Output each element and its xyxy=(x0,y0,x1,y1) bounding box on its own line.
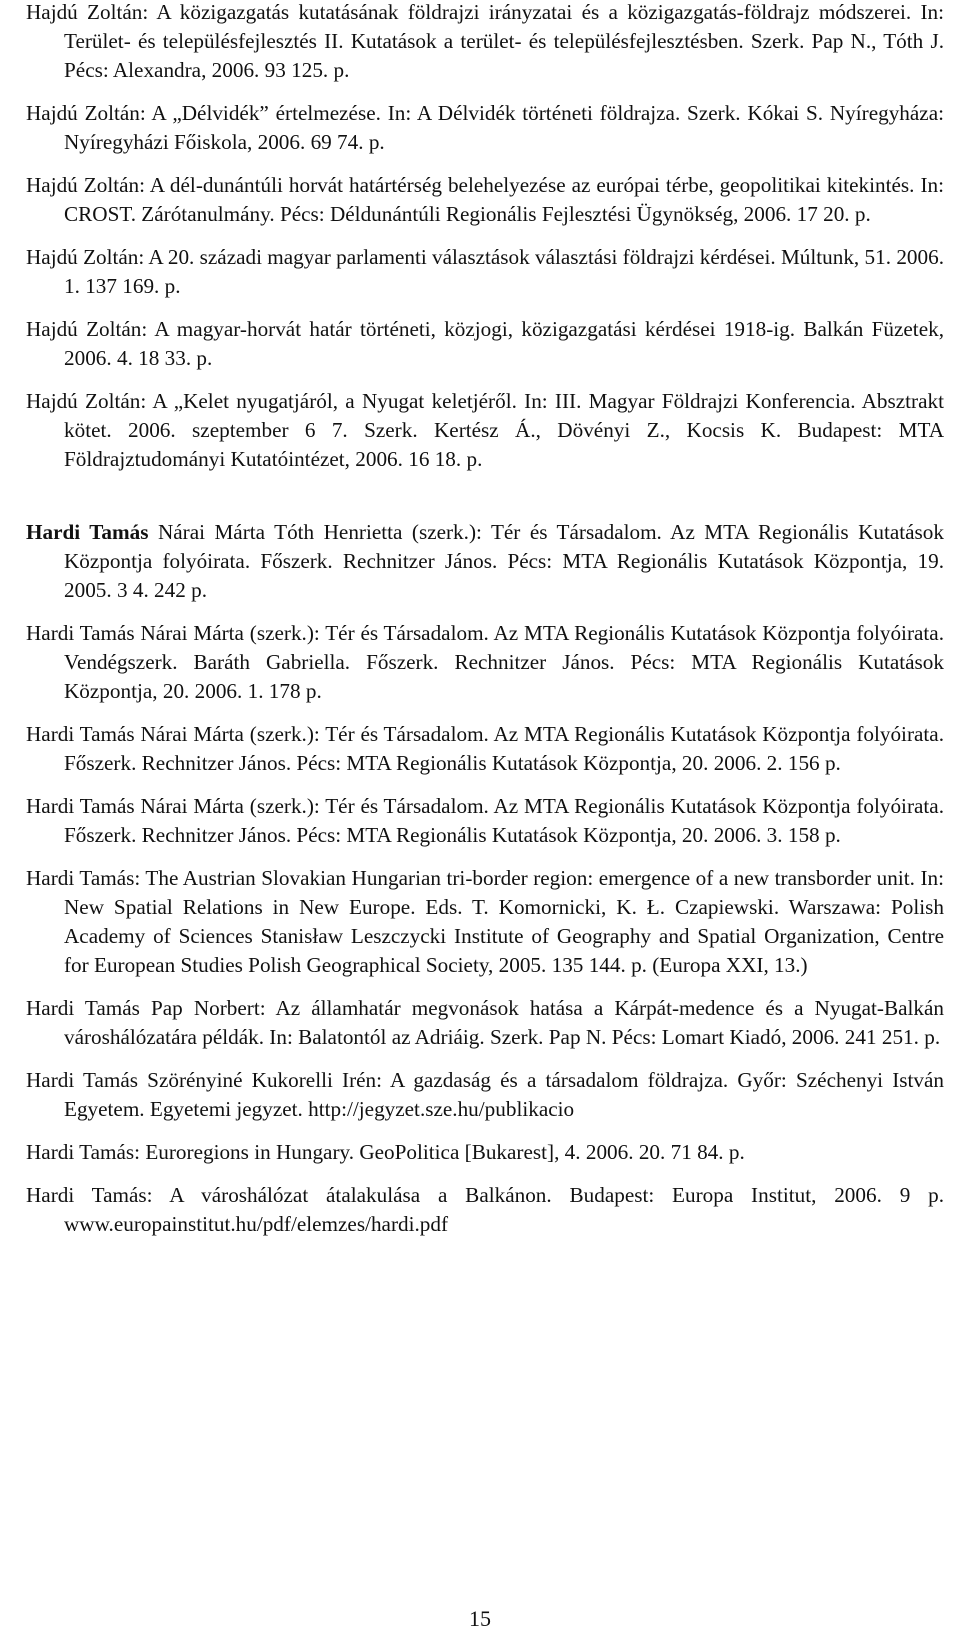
bibliography-entry: Hajdú Zoltán: A közigazgatás kutatásának földrajzi irányzatai és a közigazgatás-földrajz módszerei. In: Terület- és településfejlesztés II. Kutatások a terület- és településfejlesztésben. Szerk. Pap N., Tóth J. Pécs: Alexandra, 2006. 93 125. p. xyxy=(26,0,944,82)
bibliography-entry: Hardi Tamás: Euroregions in Hungary. GeoPolitica [Bukarest], 4. 2006. 20. 71 84. p. xyxy=(26,1140,745,1164)
author-name-bold: Hardi Tamás xyxy=(26,520,149,544)
bibliography-entry: Hajdú Zoltán: A dél-dunántúli horvát határtérség belehelyezése az európai térbe, geopolitikai kitekintés. In: CROST. Zárótanulmány. Pécs: Déldunántúli Regionális Fejlesztési Ügynökség, 2006. 17 20. p. xyxy=(26,173,944,226)
bibliography-entry: Hardi Tamás Nárai Márta (szerk.): Tér és Társadalom. Az MTA Regionális Kutatások Központja folyóirata. Főszerk. Rechnitzer János. Pécs: MTA Regionális Kutatások Központja, 20. 2006. 3. 158 p. xyxy=(26,794,944,847)
bibliography-entry: Hardi Tamás: A városhálózat átalakulása a Balkánon. Budapest: Europa Institut, 2006. 9 p. www.europainstitut.hu/pdf/elemzes/hardi.pdf xyxy=(26,1183,944,1236)
bibliography-entry: Hardi Tamás Nárai Márta (szerk.): Tér és Társadalom. Az MTA Regionális Kutatások Központja folyóirata. Vendégszerk. Baráth Gabriella. Főszerk. Rechnitzer János. Pécs: MTA Regionális Kutatások Központja, 20. 2006. 1. 178 p. xyxy=(26,621,944,703)
bibliography-entry: Hajdú Zoltán: A „Délvidék” értelmezése. In: A Délvidék történeti földrajza. Szerk. Kókai S. Nyíregyháza: Nyíregyházi Főiskola, 2006. 69 74. p. xyxy=(26,101,944,154)
bibliography-entry-hardi-first xyxy=(26,518,944,605)
bibliography-entry: Hajdú Zoltán: A 20. századi magyar parlamenti választások választási földrajzi kérdései. Múltunk, 51. 2006. 1. 137 169. p. xyxy=(26,245,944,298)
page-number: 15 xyxy=(469,1606,491,1631)
bibliography-entry: Hajdú Zoltán: A magyar-horvát határ történeti, közjogi, közigazgatási kérdései 1918-ig. Balkán Füzetek, 2006. 4. 18 33. p. xyxy=(26,317,944,370)
bibliography-entry: Hardi Tamás: The Austrian Slovakian Hungarian tri-border region: emergence of a new transborder unit. In: New Spatial Relations in New Europe. Eds. T. Komornicki, K. Ł. Czapiewski. Warszawa: Polish Academy of Sciences Stanisław Leszczycki Institute of Geography and Spatial Organization, Centre for European Studies Polish Geographical Society, 2005. 135 144. p. (Europa XXI, 13.) xyxy=(26,866,944,977)
bibliography-entry: Hajdú Zoltán: A „Kelet nyugatjáról, a Nyugat keletjéről. In: III. Magyar Földrajzi Konferencia. Absztrakt kötet. 2006. szeptember 6 7. Szerk. Kertész Á., Dövényi Z., Kocsis K. Budapest: MTA Földrajztudományi Kutatóintézet, 2006. 16 18. p. xyxy=(26,389,944,471)
entry-text: Nárai Márta Tóth Henrietta (szerk.): Tér és Társadalom. Az MTA Regionális Kutatások Központja folyóirata. Főszerk. Rechnitzer János. Pécs: MTA Regionális Kutatások Központja, 19. 2005. 3 4. 242 p. xyxy=(64,520,944,602)
bibliography-entry: Hardi Tamás Nárai Márta (szerk.): Tér és Társadalom. Az MTA Regionális Kutatások Központja folyóirata. Főszerk. Rechnitzer János. Pécs: MTA Regionális Kutatások Központja, 20. 2006. 2. 156 p. xyxy=(26,722,944,775)
bibliography-list xyxy=(26,0,944,1253)
bibliography-entry: Hardi Tamás Szörényiné Kukorelli Irén: A gazdaság és a társadalom földrajza. Győr: Széchenyi István Egyetem. Egyetemi jegyzet. http://jegyzet.sze.hu/publikacio xyxy=(26,1068,944,1121)
bibliography-entry: Hardi Tamás Pap Norbert: Az államhatár megvonások hatása a Kárpát-medence és a Nyugat-Balkán városhálózatára példák. In: Balatontól az Adriáig. Szerk. Pap N. Pécs: Lomart Kiadó, 2006. 241 251. p. xyxy=(26,996,944,1049)
section-gap xyxy=(26,488,944,518)
